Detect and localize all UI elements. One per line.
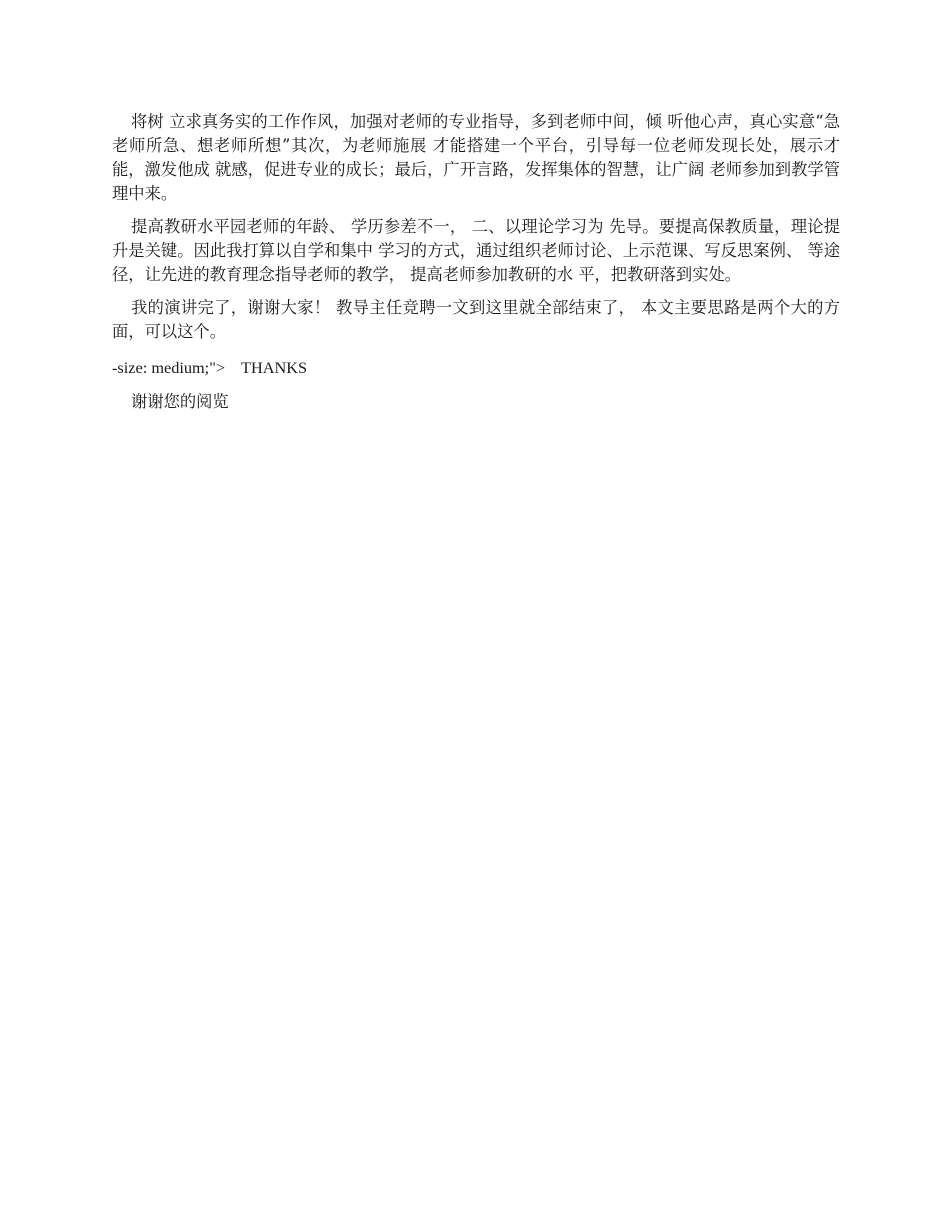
closing-text: 谢谢您的阅览 [131, 392, 229, 411]
document-page [112, 110, 840, 414]
paragraph-teacher-guidance: 将树 立求真务实的工作作风，加强对老师的专业指导，多到老师中间，倾 听他心声，真心实意“急老师所急、想老师所想”其次，为老师施展 才能搭建一个平台，引导每一位老师发现长处，展示才能，激发他成 就感，促进专业的成长；最后，广开言路，发挥集体的智慧，让广阔 老师参加到教学管理中来。 [112, 112, 840, 203]
thanks-line: -size: medium;"> THANKS [112, 358, 308, 377]
paragraph-speech-conclusion: 我的演讲完了，谢谢大家！ 教导主任竞聘一文到这里就全部结束了， 本文主要思路是两个大的方面，可以这个。 [112, 298, 840, 341]
paragraph-teaching-research: 提高教研水平园老师的年龄、 学历参差不一， 二、以理论学习为 先导。要提高保教质量，理论提升是关键。因此我打算以自学和集中 学习的方式，通过组织老师讨论、上示范课、写反思案例、 等途径，让先进的教育理念指导老师的教学， 提高老师参加教研的水 平，把教研落到实处。 [112, 217, 840, 284]
